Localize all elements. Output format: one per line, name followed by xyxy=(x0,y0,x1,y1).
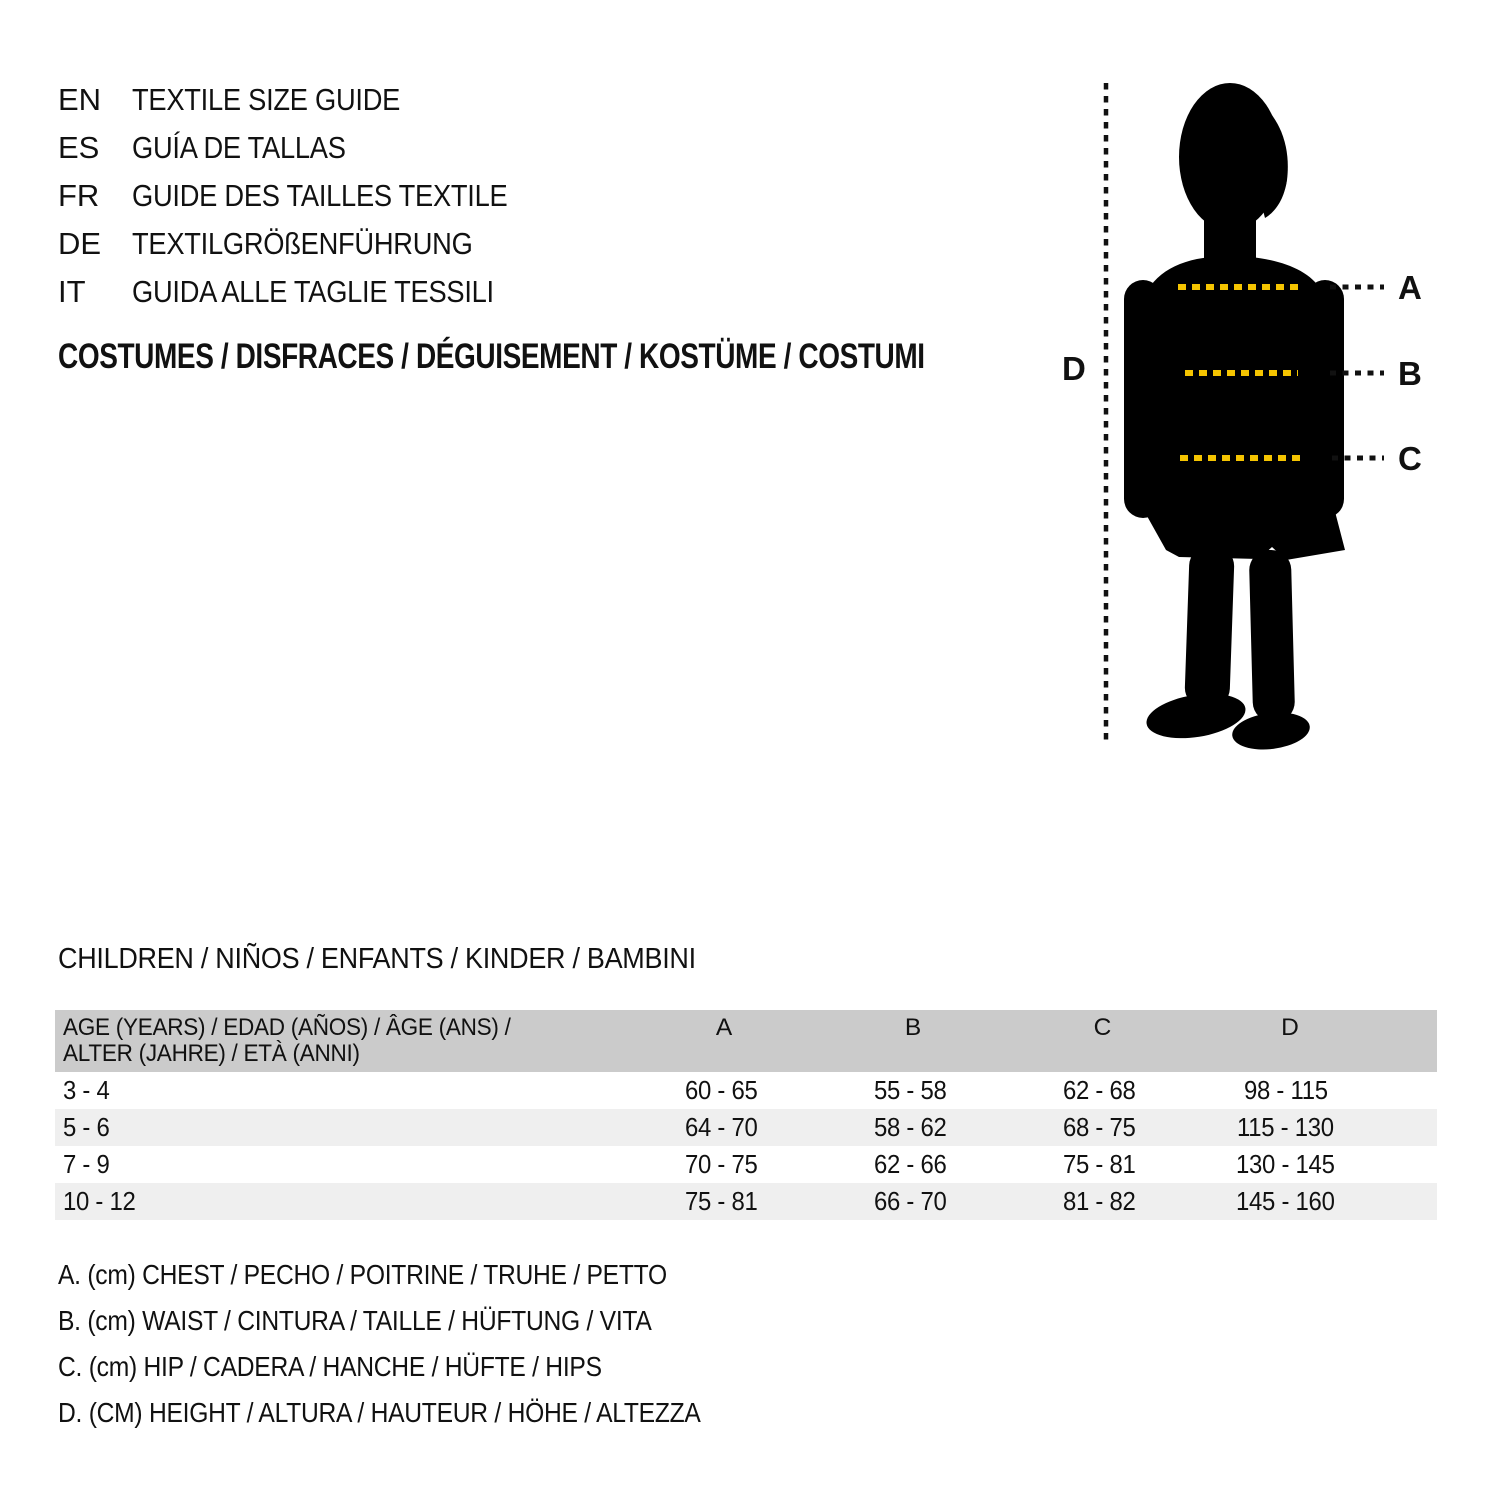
table-row xyxy=(55,1109,1437,1146)
waist-cell: 66 - 70 xyxy=(873,1186,947,1216)
size-figure-svg xyxy=(1040,60,1501,760)
hip-cell: 81 - 82 xyxy=(1063,1186,1136,1216)
language-code: FR xyxy=(58,178,100,213)
column-header-a: A xyxy=(715,1014,733,1041)
column-header-c: C xyxy=(1093,1014,1112,1041)
hip-cell: 62 - 68 xyxy=(1063,1075,1136,1105)
waist-label: B xyxy=(1398,355,1422,392)
language-list xyxy=(58,76,559,316)
age-cell: 10 - 12 xyxy=(63,1186,136,1216)
language-label: GUÍA DE TALLAS xyxy=(132,130,346,165)
language-row-de xyxy=(58,220,559,268)
height-cell: 130 - 145 xyxy=(1236,1149,1336,1179)
column-header-b: B xyxy=(904,1014,922,1041)
waist-cell: 58 - 62 xyxy=(873,1112,947,1142)
language-row-es xyxy=(58,124,559,172)
table-header-row xyxy=(55,1010,1437,1072)
size-table xyxy=(55,1010,1437,1220)
table-row xyxy=(55,1072,1437,1109)
chest-cell: 60 - 65 xyxy=(684,1075,758,1105)
chest-cell: 64 - 70 xyxy=(684,1112,758,1142)
language-label: TEXTILGRÖßENFÜHRUNG xyxy=(132,226,473,261)
legend-item-waist: B. (cm) WAIST / CINTURA / TAILLE / HÜFTUNG / VITA xyxy=(58,1305,652,1336)
age-cell: 7 - 9 xyxy=(63,1149,110,1179)
column-header-d: D xyxy=(1281,1014,1299,1041)
language-row-en xyxy=(58,76,559,124)
language-code: DE xyxy=(58,226,102,261)
legend-item-chest: A. (cm) CHEST / PECHO / POITRINE / TRUHE / PETTO xyxy=(58,1259,667,1290)
language-label: TEXTILE SIZE GUIDE xyxy=(132,82,401,117)
height-cell: 98 - 115 xyxy=(1244,1075,1329,1105)
age-cell: 5 - 6 xyxy=(63,1112,110,1142)
age-cell: 3 - 4 xyxy=(63,1075,110,1105)
hip-cell: 68 - 75 xyxy=(1063,1112,1136,1142)
language-label: GUIDA ALLE TAGLIE TESSILI xyxy=(132,274,494,309)
height-label: D xyxy=(1062,350,1086,387)
age-column-header: AGE (YEARS) / EDAD (AÑOS) / ÂGE (ANS) / ALTER (JAHRE) / ETÀ (ANNI) xyxy=(63,1014,511,1067)
language-row-fr xyxy=(58,172,559,220)
chest-cell: 75 - 81 xyxy=(684,1186,758,1216)
language-code: EN xyxy=(58,82,102,117)
table-row xyxy=(55,1146,1437,1183)
language-code: IT xyxy=(58,274,86,309)
table-row xyxy=(55,1183,1437,1220)
measurement-legend xyxy=(58,1252,788,1436)
size-figure xyxy=(1040,60,1501,760)
height-cell: 115 - 130 xyxy=(1237,1112,1335,1142)
legend-item-hip: C. (cm) HIP / CADERA / HANCHE / HÜFTE / HIPS xyxy=(58,1351,602,1382)
hip-label: C xyxy=(1398,440,1422,477)
language-row-it xyxy=(58,268,559,316)
height-cell: 145 - 160 xyxy=(1236,1186,1336,1216)
table-title: CHILDREN / NIÑOS / ENFANTS / KINDER / BAMBINI xyxy=(58,943,696,975)
legend-item-height: D. (CM) HEIGHT / ALTURA / HAUTEUR / HÖHE / ALTEZZA xyxy=(58,1397,701,1428)
language-label: GUIDE DES TAILLES TEXTILE xyxy=(132,178,508,213)
hip-cell: 75 - 81 xyxy=(1063,1149,1136,1179)
chest-cell: 70 - 75 xyxy=(684,1149,758,1179)
waist-cell: 62 - 66 xyxy=(873,1149,947,1179)
waist-cell: 55 - 58 xyxy=(873,1075,947,1105)
chest-label: A xyxy=(1398,269,1422,306)
child-silhouette-icon xyxy=(1124,83,1345,754)
category-heading: COSTUMES / DISFRACES / DÉGUISEMENT / KOSTÜME / COSTUMI xyxy=(58,337,925,376)
language-code: ES xyxy=(58,130,100,165)
